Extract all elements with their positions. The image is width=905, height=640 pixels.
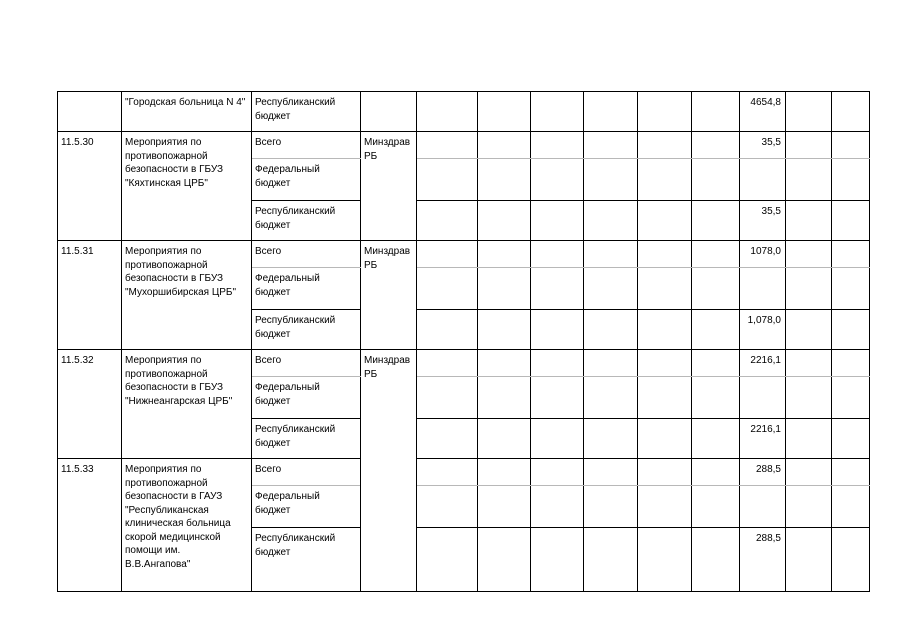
cell-executor [361, 92, 417, 132]
cell-num [58, 92, 122, 132]
cell-source: Федеральный бюджет [252, 268, 361, 310]
cell-measure-name: Мероприятия по противопожарной безопасности в ГБУЗ "Нижнеангарская ЦРБ" [122, 350, 252, 459]
cell-source: Всего [252, 241, 361, 268]
table-row [58, 241, 870, 268]
cell-amount: 288,5 [740, 528, 786, 592]
cell-measure-name: "Городская больница N 4" [122, 92, 252, 132]
cell-source: Всего [252, 132, 361, 159]
cell-measure-name: Мероприятия по противопожарной безопасности в ГБУЗ "Мухоршибирская ЦРБ" [122, 241, 252, 350]
cell-executor: Минздрав РБ [361, 132, 417, 241]
cell-amount: 288,5 [740, 459, 786, 486]
cell-amount [740, 268, 786, 310]
cell-source: Федеральный бюджет [252, 486, 361, 528]
cell-amount [740, 377, 786, 419]
cell-amount [740, 486, 786, 528]
cell-amount: 1,078,0 [740, 310, 786, 350]
table-row [58, 92, 870, 132]
cell-source: Всего [252, 459, 361, 486]
table-row [58, 132, 870, 159]
cell-amount: 2216,1 [740, 350, 786, 377]
cell-amount [740, 159, 786, 201]
cell-measure-name: Мероприятия по противопожарной безопасности в ГАУЗ "Республиканская клиническая больница скорой медицинской помощи им. В.В.Ангапова" [122, 459, 252, 592]
cell-source: Всего [252, 350, 361, 377]
cell-amount: 35,5 [740, 201, 786, 241]
cell-source: Федеральный бюджет [252, 159, 361, 201]
cell-source: Республиканский бюджет [252, 310, 361, 350]
cell-source: Республиканский бюджет [252, 201, 361, 241]
cell-num: 11.5.32 [58, 350, 122, 459]
cell-num: 11.5.30 [58, 132, 122, 241]
cell-num: 11.5.33 [58, 459, 122, 592]
cell-amount: 35,5 [740, 132, 786, 159]
cell-source: Республиканский бюджет [252, 419, 361, 459]
table-row [58, 459, 870, 486]
budget-table [57, 91, 870, 592]
cell-source: Республиканский бюджет [252, 528, 361, 592]
cell-measure-name: Мероприятия по противопожарной безопасности в ГБУЗ "Кяхтинская ЦРБ" [122, 132, 252, 241]
cell-source: Федеральный бюджет [252, 377, 361, 419]
cell-amount: 1078,0 [740, 241, 786, 268]
cell-executor: Минздрав РБ [361, 350, 417, 592]
cell-amount: 4654,8 [740, 92, 786, 132]
table-row [58, 350, 870, 377]
cell-source: Республиканский бюджет [252, 92, 361, 132]
cell-amount: 2216,1 [740, 419, 786, 459]
cell-num: 11.5.31 [58, 241, 122, 350]
cell-executor: Минздрав РБ [361, 241, 417, 350]
